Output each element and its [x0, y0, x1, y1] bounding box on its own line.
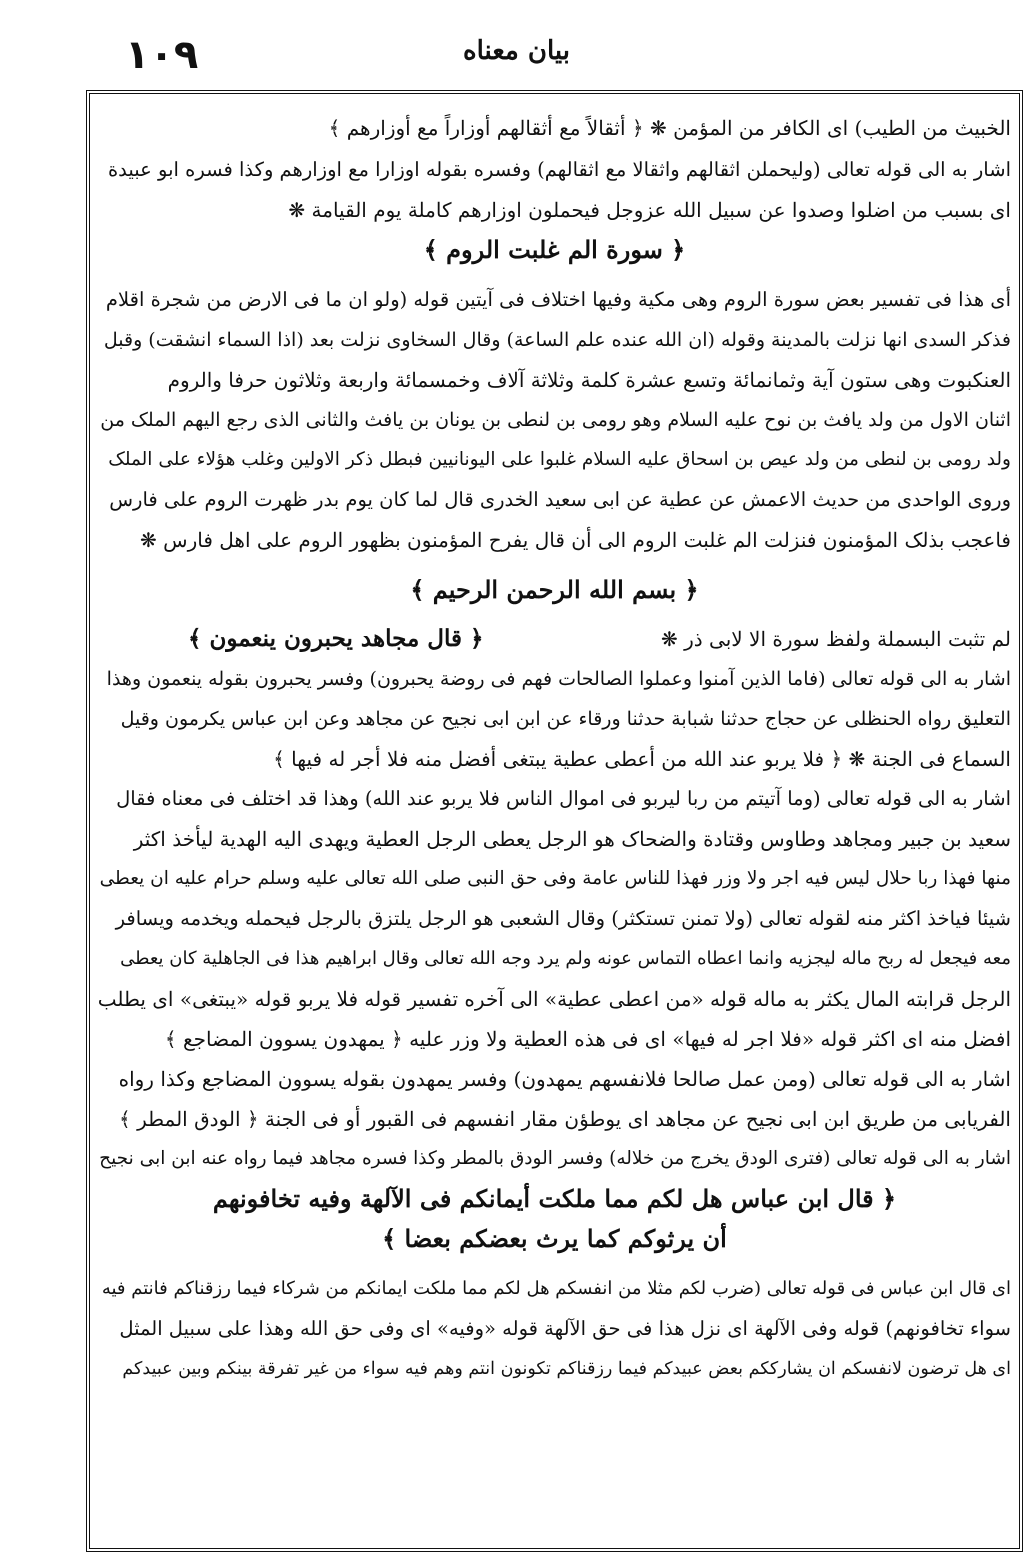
text-line: فاعجب بذلک المؤمنون فنزلت الم غلبت الروم الی أن قال یفرح المؤمنون بظهور الروم علی اهل فارس ❋: [140, 528, 1011, 552]
text-line: اشار به الی قوله تعالی (فتری الودق یخرج من خلاله) وفسر الودق بالمطر وکذا فسره مجاهد فیما رواه عنه ابن ابی نجیح: [99, 1148, 1011, 1169]
text-line: الرجل قرابته المال یکثر به ماله قوله «من اعطی عطیة» الی آخره تفسیر قوله فلا یربو قوله «یبتغی» ای یطلب: [98, 987, 1011, 1011]
text-line: افضل منه ای اکثر قوله «فلا اجر له فیها» ای فی هذه العطیة ولا وزر علیه ﴿ یمهدون یسوون المضاجع ﴾: [164, 1027, 1011, 1051]
text-line: التعلیق رواه الحنظلی عن حجاج حدثنا شبابة حدثنا ورقاء عن ابن ابی نجیح عن مجاهد وعن ابن عباس یکرمون وقیل: [120, 708, 1011, 730]
section-heading: ﴿ قال ابن عباس هل لکم مما ملکت أیمانکم فی الآلهة وفیه تخافونهم: [212, 1184, 897, 1213]
text-line: أی هذا فی تفسیر بعض سورة الروم وهی مکیة وفیها اختلاف فی آیتین قوله (ولو ان ما فی الارض من شجرة اقلام: [105, 288, 1011, 311]
text-line: معه فیجعل له ربح ماله لیجزیه وانما اعطاه التماس عونه ولم یرد وجه الله تعالی وقال ابراهیم هذا فی الجاهلیة کان یعطی: [120, 948, 1011, 969]
text-line-split: [98, 619, 1011, 659]
text-line: السماع فی الجنة ❋ ﴿ فلا یربو عند الله من أعطی عطیة یبتغی أفضل منه فلا أجر له فیها ﴾: [273, 747, 1011, 771]
text-line: ولد رومی بن لنطی من ولد عیص بن اسحاق علیه السلام غلبوا علی الیونانیین فبطل ذکر الاولین وغلب هؤلاء علی الملک: [108, 449, 1011, 470]
text-line: سواء تخافونهم) قوله وفی الآلهة ای نزل هذا فی حق الآلهة قوله «وفیه» ای وفی حق الله وهذا علی سبیل المثل: [119, 1317, 1011, 1340]
text-line: اشار به الی قوله تعالی (وما آتیتم من ربا لیربو فی اموال الناس فلا یربو عند الله) وهذا قد اختلف فی معناه فقال: [116, 787, 1011, 810]
text-line: اشار به الی قوله تعالی (فاما الذین آمنوا وعملوا الصالحات فهم فی روضة یحبرون) وفسر یحبرون بقوله ینعمون وهذا: [106, 668, 1011, 690]
page-number: ۱۰۹: [125, 32, 199, 78]
text-line: اثنان الاول من ولد یافث بن نوح علیه السلام وهو رومی بن لنطی بن یونان بن یافث والثانی الذی رجع الیهم الملک من: [100, 409, 1011, 431]
text-line: اشار به الی قوله تعالی (ومن عمل صالحا فلانفسهم یمهدون) وفسر یمهدون بقوله یسوون المضاجع وکذا رواه: [118, 1067, 1011, 1091]
text-line: شیئا فیاخذ اکثر منه لقوله تعالی (ولا تمنن تستکثر) وقال الشعبی هو الرجل یلتزق بالرجل فیحمله ویخدمه ویسافر: [115, 907, 1011, 930]
text-line: وروی الواحدی من حدیث الاعمش عن عطیة عن ابی سعید الخدری قال لما کان یوم بدر ظهرت الروم علی فارس: [109, 488, 1011, 511]
text-line: الخبیث من الطیب) ای الکافر من المؤمن ❋ ﴿ أثقالاً مع أثقالهم أوزاراً مع أوزارهم ﴾: [328, 116, 1011, 140]
section-heading: ﴿ قال مجاهد یحبرون ینعمون ﴾: [188, 625, 484, 652]
running-title: بیان معناه: [462, 36, 570, 66]
text-line: العنکبوت وهی ستون آیة وثمانمائة وتسع عشرة کلمة وثلاثة آلاف وخمسمائة واربعة وثلاثون حرفا والروم: [167, 368, 1011, 392]
text-line-note: لم تثبت البسملة ولفظ سورة الا لابی ذر ❋: [661, 627, 1011, 651]
text-line: الفریابی من طریق ابن ابی نجیح عن مجاهد ای یوطؤن مقار انفسهم فی القبور أو فی الجنة ﴿ الودق المطر ﴾: [119, 1107, 1011, 1131]
text-line: اشار به الی قوله تعالی (ولیحملن اثقالهم واثقالا مع اثقالهم) وفسره بقوله اوزارا مع اوزارهم وکذا فسره ابو عبیدة: [107, 158, 1011, 181]
text-line: منها فهذا ربا حلال لیس فیه اجر ولا وزر فهذا للناس عامة وفی حق النبی صلی الله تعالی علیه وسلم حرام علیه ان یعطی: [99, 868, 1011, 889]
text-line: سعید بن جبیر ومجاهد وطاوس وقتادة والضحاک هو الرجل یعطی الرجل العطیة ویهدی الیه الهدیة لیأخذ اکثر: [133, 827, 1011, 851]
page-header: [95, 28, 938, 84]
section-heading: ﴿ بسم الله الرحمن الرحیم ﴾: [410, 575, 699, 604]
section-heading: ﴿ سورة الم غلبت الروم ﴾: [423, 235, 686, 264]
text-line: ای قال ابن عباس فی قوله تعالی (ضرب لکم مثلا من انفسکم هل لکم مما ملکت ایمانکم من شرکاء فیما رزقناکم فانتم فیه: [101, 1278, 1011, 1299]
text-body: [98, 98, 1011, 1544]
text-line: ای هل ترضون لانفسکم ان یشارککم بعض عبیدکم فیما رزقناکم تکونون انتم وهم فیه سواء من غیر تفرقة بینکم وبین عبیدکم: [122, 1359, 1011, 1379]
section-heading: أن یرثوکم کما یرث بعضکم بعضا ﴾: [382, 1224, 727, 1253]
text-line: فذکر السدی انها نزلت بالمدینة وقوله (ان الله عنده علم الساعة) وقال السخاوی نزلت بعد (اذا السماء انشقت) وقبل: [103, 329, 1011, 351]
text-frame: [86, 90, 1023, 1552]
text-line: ای بسبب من اضلوا وصدوا عن سبیل الله عزوجل فیحملون اوزارهم کاملة یوم القیامة ❋: [288, 198, 1011, 222]
